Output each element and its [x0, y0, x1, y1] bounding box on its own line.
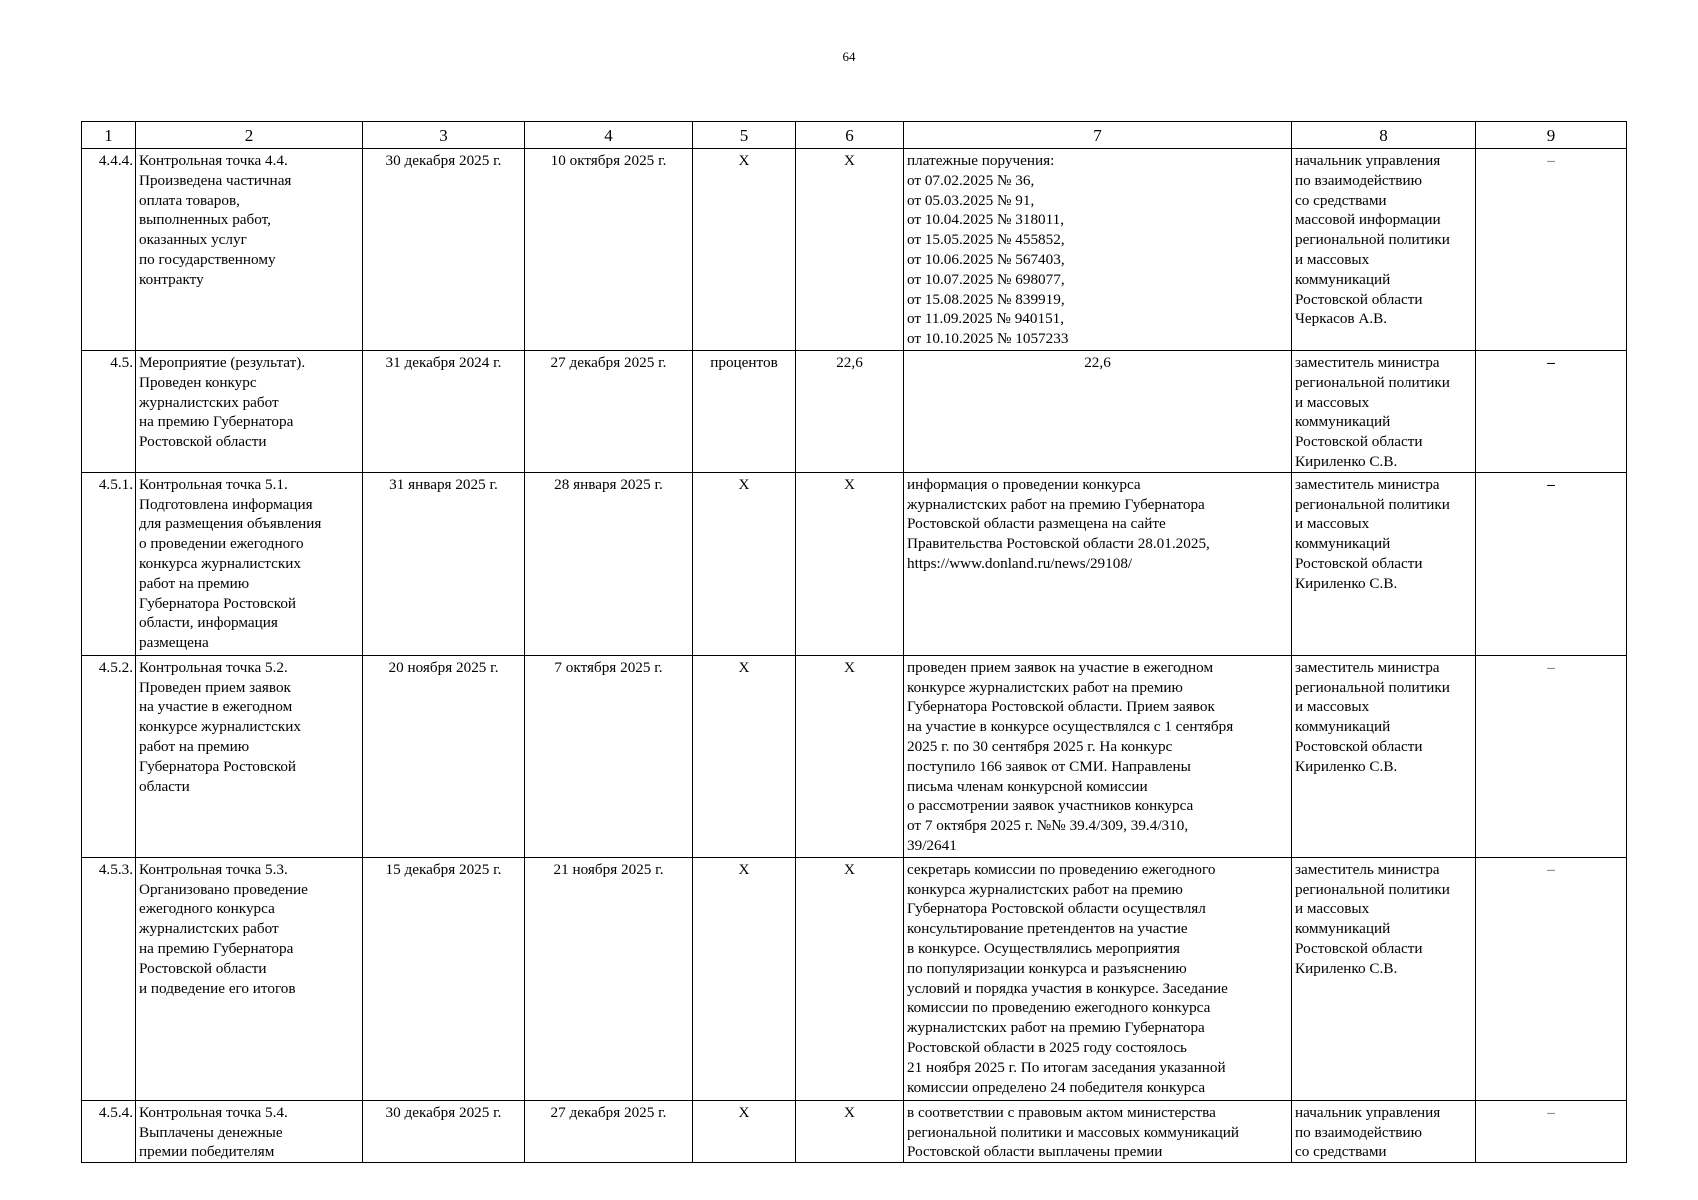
row-unit: X: [693, 655, 796, 857]
row-unit: X: [693, 149, 796, 351]
row-name: Мероприятие (результат). Проведен конкурс журналистских работ на премию Губернатора Ростовской области: [136, 351, 363, 473]
row-plan-date: 15 декабря 2025 г.: [363, 857, 525, 1100]
row-fact-date: 27 декабря 2025 г.: [525, 1100, 693, 1162]
row-number: 4.5.: [82, 351, 136, 473]
row-plan-value: 22,6: [796, 351, 904, 473]
row-number: 4.5.1.: [82, 472, 136, 655]
row-fact-date: 27 декабря 2025 г.: [525, 351, 693, 473]
table-header-row: [82, 122, 1627, 149]
table-row: [82, 351, 1627, 473]
row-fact-date: 10 октября 2025 г.: [525, 149, 693, 351]
row-plan-value: X: [796, 1100, 904, 1162]
row-fact-date: 7 октября 2025 г.: [525, 655, 693, 857]
row-plan-value: X: [796, 857, 904, 1100]
page-number: 64: [842, 49, 856, 64]
column-header: 6: [796, 122, 904, 149]
row-name: Контрольная точка 5.2. Проведен прием заявок на участие в ежегодном конкурсе журналистских работ на премию Губернатора Ростовской области: [136, 655, 363, 857]
row-fact-date: 21 ноября 2025 г.: [525, 857, 693, 1100]
row-plan-date: 31 декабря 2024 г.: [363, 351, 525, 473]
row-note: –: [1476, 1100, 1627, 1162]
row-responsible: заместитель министра региональной политики и массовых коммуникаций Ростовской области Кириленко С.В.: [1292, 655, 1476, 857]
row-result: 22,6: [904, 351, 1292, 473]
column-header: 3: [363, 122, 525, 149]
row-name: Контрольная точка 5.1. Подготовлена информация для размещения объявления о проведении ежегодного конкурса журналистских работ на премию Губернатора Ростовской области, информация размещена: [136, 472, 363, 655]
row-unit: процентов: [693, 351, 796, 473]
row-responsible: заместитель министра региональной политики и массовых коммуникаций Ростовской области Кириленко С.В.: [1292, 857, 1476, 1100]
row-unit: X: [693, 857, 796, 1100]
row-name: Контрольная точка 4.4. Произведена частичная оплата товаров, выполненных работ, оказанных услуг по государственному контракту: [136, 149, 363, 351]
row-result: информация о проведении конкурса журналистских работ на премию Губернатора Ростовской области размещена на сайте Правительства Ростовской области 28.01.2025, https://www.donland.ru/news/29108/: [904, 472, 1292, 655]
row-responsible: заместитель министра региональной политики и массовых коммуникаций Ростовской области Кириленко С.В.: [1292, 472, 1476, 655]
row-result: проведен прием заявок на участие в ежегодном конкурсе журналистских работ на премию Губернатора Ростовской области. Прием заявок на участие в конкурсе осуществлялся с 1 сентября 2025 г. по 30 сентября 2025 г. На конкурс поступило 166 заявок от СМИ. Направлены письма членам конкурсной комиссии о рассмотрении заявок участников конкурса от 7 октября 2025 г. №№ 39.4/309, 39.4/310, 39/2641: [904, 655, 1292, 857]
row-plan-date: 30 декабря 2025 г.: [363, 149, 525, 351]
row-plan-date: 20 ноября 2025 г.: [363, 655, 525, 857]
row-name: Контрольная точка 5.3. Организовано проведение ежегодного конкурса журналистских работ на премию Губернатора Ростовской области и подведение его итогов: [136, 857, 363, 1100]
column-header: 2: [136, 122, 363, 149]
row-responsible: начальник управления по взаимодействию со средствами: [1292, 1100, 1476, 1162]
column-header: 8: [1292, 122, 1476, 149]
column-header: 9: [1476, 122, 1627, 149]
table-row: [82, 472, 1627, 655]
row-number: 4.4.4.: [82, 149, 136, 351]
column-header: 4: [525, 122, 693, 149]
report-table: [81, 121, 1627, 1163]
row-note: –: [1476, 655, 1627, 857]
row-responsible: заместитель министра региональной политики и массовых коммуникаций Ростовской области Кириленко С.В.: [1292, 351, 1476, 473]
row-unit: X: [693, 472, 796, 655]
table-row: [82, 655, 1627, 857]
table-row: [82, 857, 1627, 1100]
row-note: –: [1476, 472, 1627, 655]
column-header: 7: [904, 122, 1292, 149]
row-plan-value: X: [796, 472, 904, 655]
column-header: 5: [693, 122, 796, 149]
row-responsible: начальник управления по взаимодействию со средствами массовой информации региональной политики и массовых коммуникаций Ростовской области Черкасов А.В.: [1292, 149, 1476, 351]
row-result: секретарь комиссии по проведению ежегодного конкурса журналистских работ на премию Губернатора Ростовской области осуществлял консультирование претендентов на участие в конкурсе. Осуществлялись мероприятия по популяризации конкурса и разъяснению условий и порядка участия в конкурсе. Заседание комиссии по проведению ежегодного конкурса журналистских работ на премию Губернатора Ростовской области в 2025 году состоялось 21 ноября 2025 г. По итогам заседания указанной комиссии определено 24 победителя конкурса: [904, 857, 1292, 1100]
row-number: 4.5.4.: [82, 1100, 136, 1162]
row-result: в соответствии с правовым актом министерства региональной политики и массовых коммуникаций Ростовской области выплачены премии: [904, 1100, 1292, 1162]
row-name: Контрольная точка 5.4. Выплачены денежные премии победителям: [136, 1100, 363, 1162]
table-row: [82, 1100, 1627, 1162]
row-note: –: [1476, 351, 1627, 473]
row-unit: X: [693, 1100, 796, 1162]
row-plan-value: X: [796, 149, 904, 351]
row-number: 4.5.3.: [82, 857, 136, 1100]
row-number: 4.5.2.: [82, 655, 136, 857]
row-plan-value: X: [796, 655, 904, 857]
row-plan-date: 31 января 2025 г.: [363, 472, 525, 655]
table-row: [82, 149, 1627, 351]
row-note: –: [1476, 857, 1627, 1100]
row-result: платежные поручения: от 07.02.2025 № 36, от 05.03.2025 № 91, от 10.04.2025 № 318011, от 15.05.2025 № 455852, от 10.06.2025 № 567403, от 10.07.2025 № 698077, от 15.08.2025 № 839919, от 11.09.2025 № 940151, от 10.10.2025 № 1057233: [904, 149, 1292, 351]
row-fact-date: 28 января 2025 г.: [525, 472, 693, 655]
row-plan-date: 30 декабря 2025 г.: [363, 1100, 525, 1162]
column-header: 1: [82, 122, 136, 149]
row-note: –: [1476, 149, 1627, 351]
